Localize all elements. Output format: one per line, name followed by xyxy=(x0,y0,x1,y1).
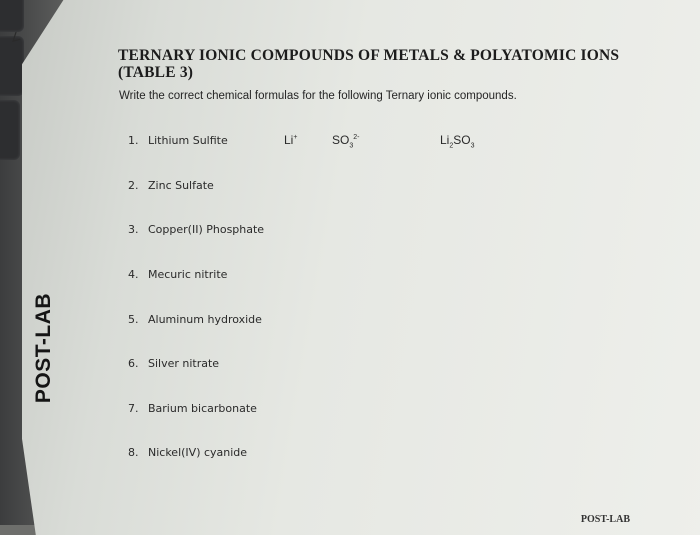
question-item: 2. Zinc Sulfate xyxy=(128,179,214,192)
formula-answer: $Li_2SO_3$ xyxy=(440,133,475,150)
keyboard-key xyxy=(0,100,20,160)
question-item: 5. Aluminum hydroxide xyxy=(128,313,262,326)
question-item: 7. Barium bicarbonate xyxy=(128,402,257,415)
question-item: 3. Copper(II) Phosphate xyxy=(128,223,265,236)
question-item: 6. Silver nitrate xyxy=(128,357,220,370)
question-item: 1. Lithium Sulfite xyxy=(128,134,228,147)
question-item: 4. Mecuric nitrite xyxy=(128,268,228,281)
instructions: Write the correct chemical formulas for the following Ternary ionic compounds. xyxy=(119,90,517,102)
cation-answer: Li+ xyxy=(284,133,298,147)
footer-label-partial: POST-LAB xyxy=(580,514,630,525)
corner-check-mark: ∠ xyxy=(8,28,23,46)
post-lab-side-label: POST-LAB xyxy=(32,292,55,404)
anion-answer: $SO_3^{2-}$ xyxy=(332,133,360,150)
question-item: 8. Nickel(IV) cyanide xyxy=(128,446,248,459)
worksheet-title: TERNARY IONIC COMPOUNDS OF METALS & POLYATOMIC IONS (TABLE 3) xyxy=(118,47,620,81)
keyboard-key xyxy=(0,0,24,32)
